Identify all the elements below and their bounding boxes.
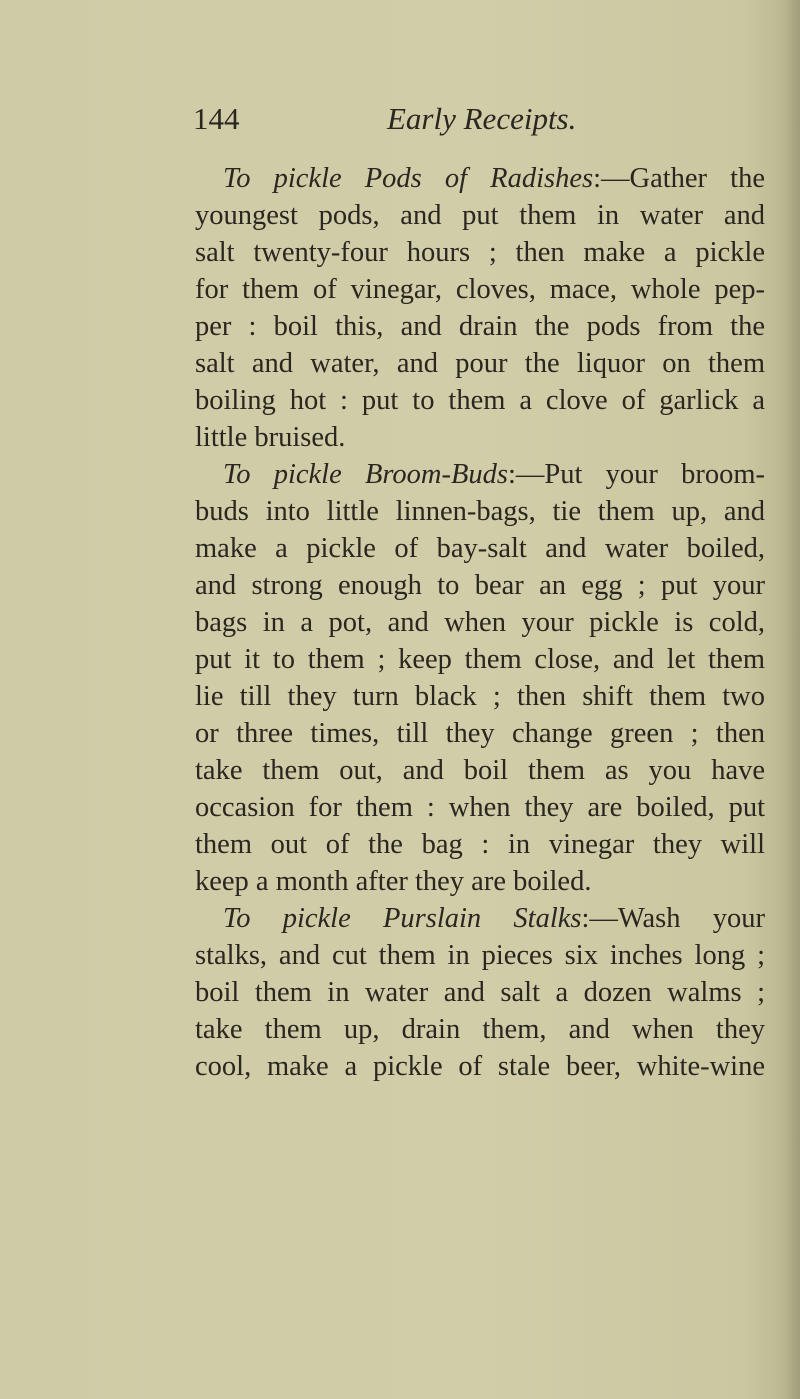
text-line: take them out, and boil them as you have [195,755,765,786]
text-line: :—Wash your [581,903,765,934]
text-line: stalks, and cut them in pieces six inches long ; [195,940,765,971]
running-head [193,97,753,141]
text-line: occasion for them : when they are boiled, put [195,792,765,823]
text-line: boil them in water and salt a dozen walms ; [195,977,765,1008]
text-line: or three times, till they change green ; then [195,718,765,749]
text-line: for them of vinegar, cloves, mace, whole pep- [195,274,765,305]
text-line: little bruised. [195,422,346,453]
text-line: :—Put your broom- [507,459,765,490]
text-line: them out of the bag : in vinegar they will [195,829,765,860]
body-text [195,160,765,1085]
text-line: :—Gather the [593,163,765,194]
recipe-title-broom-buds: To pickle Broom-Buds [223,459,508,490]
text-line: keep a month after they are boiled. [195,866,592,897]
text-line: per : boil this, and drain the pods from the [195,311,765,342]
recipe-broom-buds-heading-line [195,456,765,493]
recipe-title-purslain: To pickle Purslain Stalks [223,903,582,934]
recipe-purslain-heading-line [195,900,765,937]
running-title: Early Receipts. [387,101,577,136]
text-line: salt twenty-four hours ; then make a pickle [195,237,765,268]
page-edge-shadow [786,0,800,1399]
text-line: boiling hot : put to them a clove of garlick a [195,385,765,416]
recipe-title-radishes: To pickle Pods of Radishes [223,163,594,194]
text-line: lie till they turn black ; then shift them two [195,681,765,712]
text-line: take them up, drain them, and when they [195,1014,765,1045]
recipe-radishes-heading-line [195,160,765,197]
text-line: buds into little linnen-bags, tie them up, and [195,496,765,527]
text-line: and strong enough to bear an egg ; put your [195,570,765,601]
page-number: 144 [193,101,240,136]
text-line: youngest pods, and put them in water and [195,200,765,231]
text-line: put it to them ; keep them close, and let them [195,644,765,675]
text-line: make a pickle of bay-salt and water boiled, [195,533,765,564]
text-line: cool, make a pickle of stale beer, white-wine [195,1051,765,1082]
text-line: salt and water, and pour the liquor on them [195,348,765,379]
text-line: bags in a pot, and when your pickle is cold, [195,607,765,638]
